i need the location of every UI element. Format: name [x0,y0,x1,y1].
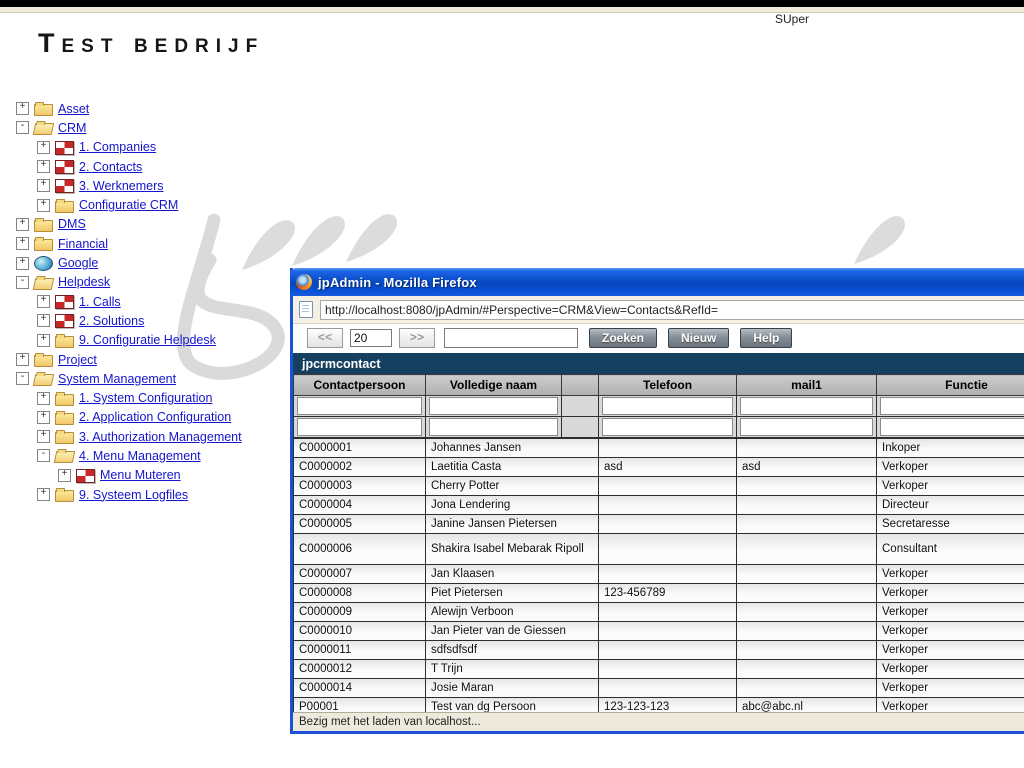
folder-open-icon [33,278,55,290]
tree-item-label[interactable]: 1. System Configuration [79,391,213,406]
cell-volledige-naam[interactable]: Jan Klaasen [426,565,599,584]
tree-item-label[interactable]: 9. Configuratie Helpdesk [79,333,216,348]
table-row[interactable] [294,534,1024,565]
contacts-grid-rows [293,438,1024,712]
tree-expander[interactable]: - [16,372,29,385]
tree-item-label[interactable]: 2. Contacts [79,159,143,174]
folder-open-icon [33,123,55,135]
module-icon [55,179,74,193]
cell-functie[interactable]: Verkoper [877,603,1024,622]
logged-in-user: SUper [775,12,810,26]
cell-functie[interactable]: Verkoper [877,584,1024,603]
url-input[interactable] [320,300,1024,320]
contacts-grid-header [293,374,1024,438]
module-icon [55,160,74,174]
nieuw-button[interactable]: Nieuw [668,328,729,348]
cell-volledige-naam[interactable]: Laetitia Casta [426,458,599,477]
cell-volledige-naam[interactable]: T Trijn [426,660,599,679]
tree-expander[interactable]: + [16,102,29,115]
top-black-bar [0,0,1024,7]
cell-mail1[interactable] [737,439,877,458]
filter-input[interactable] [880,397,1024,415]
cell-contactpersoon[interactable]: C0000014 [294,679,426,698]
module-icon [55,295,74,309]
cell-functie[interactable]: Verkoper [877,698,1024,713]
cell-mail1[interactable] [737,565,877,584]
cell-functie[interactable]: Verkoper [877,679,1024,698]
folder-icon [55,336,74,348]
tree-item[interactable] [0,176,290,195]
cell-mail1[interactable] [737,603,877,622]
gap-cell [562,396,599,417]
cell-telefoon[interactable] [599,496,737,515]
cell-telefoon[interactable] [599,565,737,584]
tree-item[interactable] [0,427,290,446]
tree-item[interactable] [0,99,290,118]
tree-expander[interactable]: + [16,237,29,250]
table-row[interactable] [294,660,1024,679]
window-title: jpAdmin - Mozilla Firefox [318,274,477,290]
filter-row-1 [294,396,1024,417]
tree-item-label[interactable]: 9. Systeem Logfiles [79,487,189,502]
page-size-input[interactable] [350,329,392,347]
cell-telefoon[interactable] [599,660,737,679]
table-row[interactable] [294,641,1024,660]
col-gap [562,375,599,396]
cell-mail1[interactable] [737,584,877,603]
cell-mail1[interactable] [737,477,877,496]
tree-item-label[interactable]: Helpdesk [58,275,111,290]
col-mail1[interactable]: mail1 [737,375,877,396]
cell-contactpersoon[interactable]: C0000006 [294,534,426,565]
address-bar [293,296,1024,324]
tree-item[interactable] [0,118,290,137]
grid-rows [294,439,1024,713]
tree-expander[interactable]: + [37,141,50,154]
filter-input[interactable] [429,418,558,436]
cell-mail1[interactable]: abc@abc.nl [737,698,877,713]
filter-input[interactable] [602,397,733,415]
tree-expander[interactable]: - [16,276,29,289]
tree-item-label[interactable]: Menu Muteren [100,468,181,483]
table-row[interactable] [294,698,1024,713]
tree-item[interactable] [0,446,290,465]
tree-expander[interactable]: + [37,430,50,443]
cell-functie[interactable]: Verkoper [877,641,1024,660]
folder-icon [55,394,74,406]
cell-contactpersoon[interactable]: C0000007 [294,565,426,584]
folder-icon [34,220,53,232]
jpadmin-window [290,268,1024,734]
tree-item-label[interactable]: Google [58,256,99,271]
tree-item-label[interactable]: DMS [58,217,86,232]
window-titlebar[interactable] [290,268,1024,296]
cell-volledige-naam[interactable]: Johannes Jansen [426,439,599,458]
tree-expander[interactable]: + [16,257,29,270]
folder-icon [55,490,74,502]
folder-icon [34,104,53,116]
folder-icon [55,432,74,444]
cell-contactpersoon[interactable]: C0000010 [294,622,426,641]
cell-volledige-naam[interactable]: Jona Lendering [426,496,599,515]
cell-volledige-naam[interactable]: sdfsdfsdf [426,641,599,660]
tree-item-label[interactable]: CRM [58,120,87,135]
cell-telefoon[interactable] [599,622,737,641]
cell-contactpersoon[interactable]: C0000012 [294,660,426,679]
cell-functie[interactable]: Consultant [877,534,1024,565]
table-row[interactable] [294,565,1024,584]
tree-expander[interactable]: + [58,469,71,482]
cell-contactpersoon[interactable]: P00001 [294,698,426,713]
col-volledige-naam[interactable]: Volledige naam [426,375,562,396]
tree-expander[interactable]: - [37,449,50,462]
module-icon [55,314,74,328]
module-icon [55,141,74,155]
tree-item[interactable] [0,485,290,504]
table-row[interactable] [294,439,1024,458]
cell-telefoon[interactable] [599,641,737,660]
tree-expander[interactable]: + [16,353,29,366]
nav-tree [0,99,290,504]
tree-item-label[interactable]: Asset [58,101,90,116]
tree-item-label[interactable]: Project [58,352,97,367]
cell-contactpersoon[interactable]: C0000003 [294,477,426,496]
cell-mail1[interactable] [737,641,877,660]
filter-input[interactable] [740,397,873,415]
cell-telefoon[interactable] [599,439,737,458]
table-row[interactable] [294,584,1024,603]
grid-body [293,438,1024,712]
tree-item-label[interactable]: 2. Solutions [79,313,145,328]
firefox-icon [296,274,312,290]
cell-mail1[interactable] [737,622,877,641]
cell-volledige-naam[interactable]: Janine Jansen Pietersen [426,515,599,534]
cell-telefoon[interactable] [599,679,737,698]
cell-contactpersoon[interactable]: C0000001 [294,439,426,458]
col-telefoon[interactable]: Telefoon [599,375,737,396]
tree-item[interactable] [0,195,290,214]
table-row[interactable] [294,496,1024,515]
table-row[interactable] [294,477,1024,496]
folder-open-icon [54,451,76,463]
table-row[interactable] [294,622,1024,641]
globe-icon [34,256,53,271]
tree-item-label[interactable]: 1. Companies [79,140,157,155]
tree-item[interactable] [0,408,290,427]
cell-contactpersoon[interactable]: C0000009 [294,603,426,622]
table-row[interactable] [294,679,1024,698]
tree-item[interactable] [0,253,290,272]
folder-icon [55,413,74,425]
cell-functie[interactable]: Verkoper [877,477,1024,496]
filter-input[interactable] [297,418,422,436]
folder-icon [34,355,53,367]
tree-item-label[interactable]: 4. Menu Management [79,448,201,463]
table-row[interactable] [294,515,1024,534]
cell-telefoon[interactable] [599,515,737,534]
cell-contactpersoon[interactable]: C0000011 [294,641,426,660]
tree-item[interactable] [0,311,290,330]
folder-icon [55,201,74,213]
tree-expander[interactable]: + [37,160,50,173]
tree-item-label[interactable]: 3. Werknemers [79,178,164,193]
company-logo: Test bedrijf [38,28,265,58]
filter-input[interactable] [880,418,1024,436]
cell-mail1[interactable] [737,515,877,534]
tree-expander[interactable]: + [37,411,50,424]
col-functie[interactable]: Functie [877,375,1024,396]
module-icon [76,469,95,483]
filter-input[interactable] [429,397,558,415]
tree-expander[interactable]: + [16,218,29,231]
tree-expander[interactable]: + [37,334,50,347]
filter-input[interactable] [740,418,873,436]
cell-volledige-naam[interactable]: Josie Maran [426,679,599,698]
tree-item[interactable] [0,369,290,388]
tree-item-label[interactable]: Configuratie CRM [79,198,179,213]
cell-mail1[interactable]: asd [737,458,877,477]
tree-item[interactable] [0,138,290,157]
cell-functie[interactable]: Verkoper [877,565,1024,584]
cell-telefoon[interactable] [599,534,737,565]
cell-volledige-naam[interactable]: Cherry Potter [426,477,599,496]
tree-item[interactable] [0,466,290,485]
tree-item-label[interactable]: 1. Calls [79,294,121,309]
cell-telefoon[interactable]: asd [599,458,737,477]
tree-item[interactable] [0,331,290,350]
zoeken-button[interactable]: Zoeken [589,328,657,348]
cell-volledige-naam[interactable]: Piet Pietersen [426,584,599,603]
filter-input[interactable] [602,418,733,436]
tree-expander[interactable]: + [37,179,50,192]
cell-functie[interactable]: Verkoper [877,660,1024,679]
tree-expander[interactable]: + [37,199,50,212]
col-contactpersoon[interactable]: Contactpersoon [294,375,426,396]
cell-volledige-naam[interactable]: Alewijn Verboon [426,603,599,622]
cell-telefoon[interactable] [599,603,737,622]
cell-functie[interactable]: Verkoper [877,458,1024,477]
cell-mail1[interactable] [737,660,877,679]
tree-expander[interactable]: + [37,392,50,405]
tree-item[interactable] [0,157,290,176]
filter-row-2 [294,417,1024,438]
folder-open-icon [33,374,55,386]
cell-telefoon[interactable]: 123-123-123 [599,698,737,713]
tree-item[interactable] [0,215,290,234]
cell-functie[interactable]: Directeur [877,496,1024,515]
cell-volledige-naam[interactable]: Test van dg Persoon [426,698,599,713]
filter-input[interactable] [297,397,422,415]
tree-item-label[interactable]: 2. Application Configuration [79,410,232,425]
cell-volledige-naam[interactable]: Shakira Isabel Mebarak Ripoll [426,534,599,565]
gap-cell [562,417,599,438]
cell-mail1[interactable] [737,534,877,565]
tree-item-label[interactable]: Financial [58,236,109,251]
tree-item[interactable] [0,350,290,369]
grid-toolbar [293,324,1024,352]
search-input[interactable] [444,328,578,348]
prev-page-button[interactable]: << [307,328,343,348]
tree-expander[interactable]: + [37,295,50,308]
top-beige-strip [0,7,1024,13]
cell-contactpersoon[interactable]: C0000002 [294,458,426,477]
status-bar [293,712,1024,731]
tree-expander[interactable]: - [16,121,29,134]
tree-expander[interactable]: + [37,488,50,501]
cell-contactpersoon[interactable]: C0000004 [294,496,426,515]
cell-contactpersoon[interactable]: C0000005 [294,515,426,534]
tree-item-label[interactable]: 3. Authorization Management [79,429,242,444]
tree-item[interactable] [0,273,290,292]
help-button[interactable]: Help [740,328,792,348]
status-text: Bezig met het laden van localhost... [299,716,481,728]
tree-item-label[interactable]: System Management [58,371,177,386]
cell-mail1[interactable] [737,496,877,515]
next-page-button[interactable]: >> [399,328,435,348]
grid-title: jpcrmcontact [293,353,1024,374]
tree-item[interactable] [0,292,290,311]
tree-expander[interactable]: + [37,314,50,327]
table-row[interactable] [294,458,1024,477]
header-row [294,375,1024,396]
cell-functie[interactable]: Secretaresse [877,515,1024,534]
cell-mail1[interactable] [737,679,877,698]
table-row[interactable] [294,603,1024,622]
cell-functie[interactable]: Inkoper [877,439,1024,458]
cell-functie[interactable]: Verkoper [877,622,1024,641]
cell-contactpersoon[interactable]: C0000008 [294,584,426,603]
cell-telefoon[interactable] [599,477,737,496]
cell-telefoon[interactable]: 123-456789 [599,584,737,603]
tree-item[interactable] [0,234,290,253]
tree-item[interactable] [0,388,290,407]
cell-volledige-naam[interactable]: Jan Pieter van de Giessen [426,622,599,641]
folder-icon [34,239,53,251]
page-icon [299,301,313,318]
